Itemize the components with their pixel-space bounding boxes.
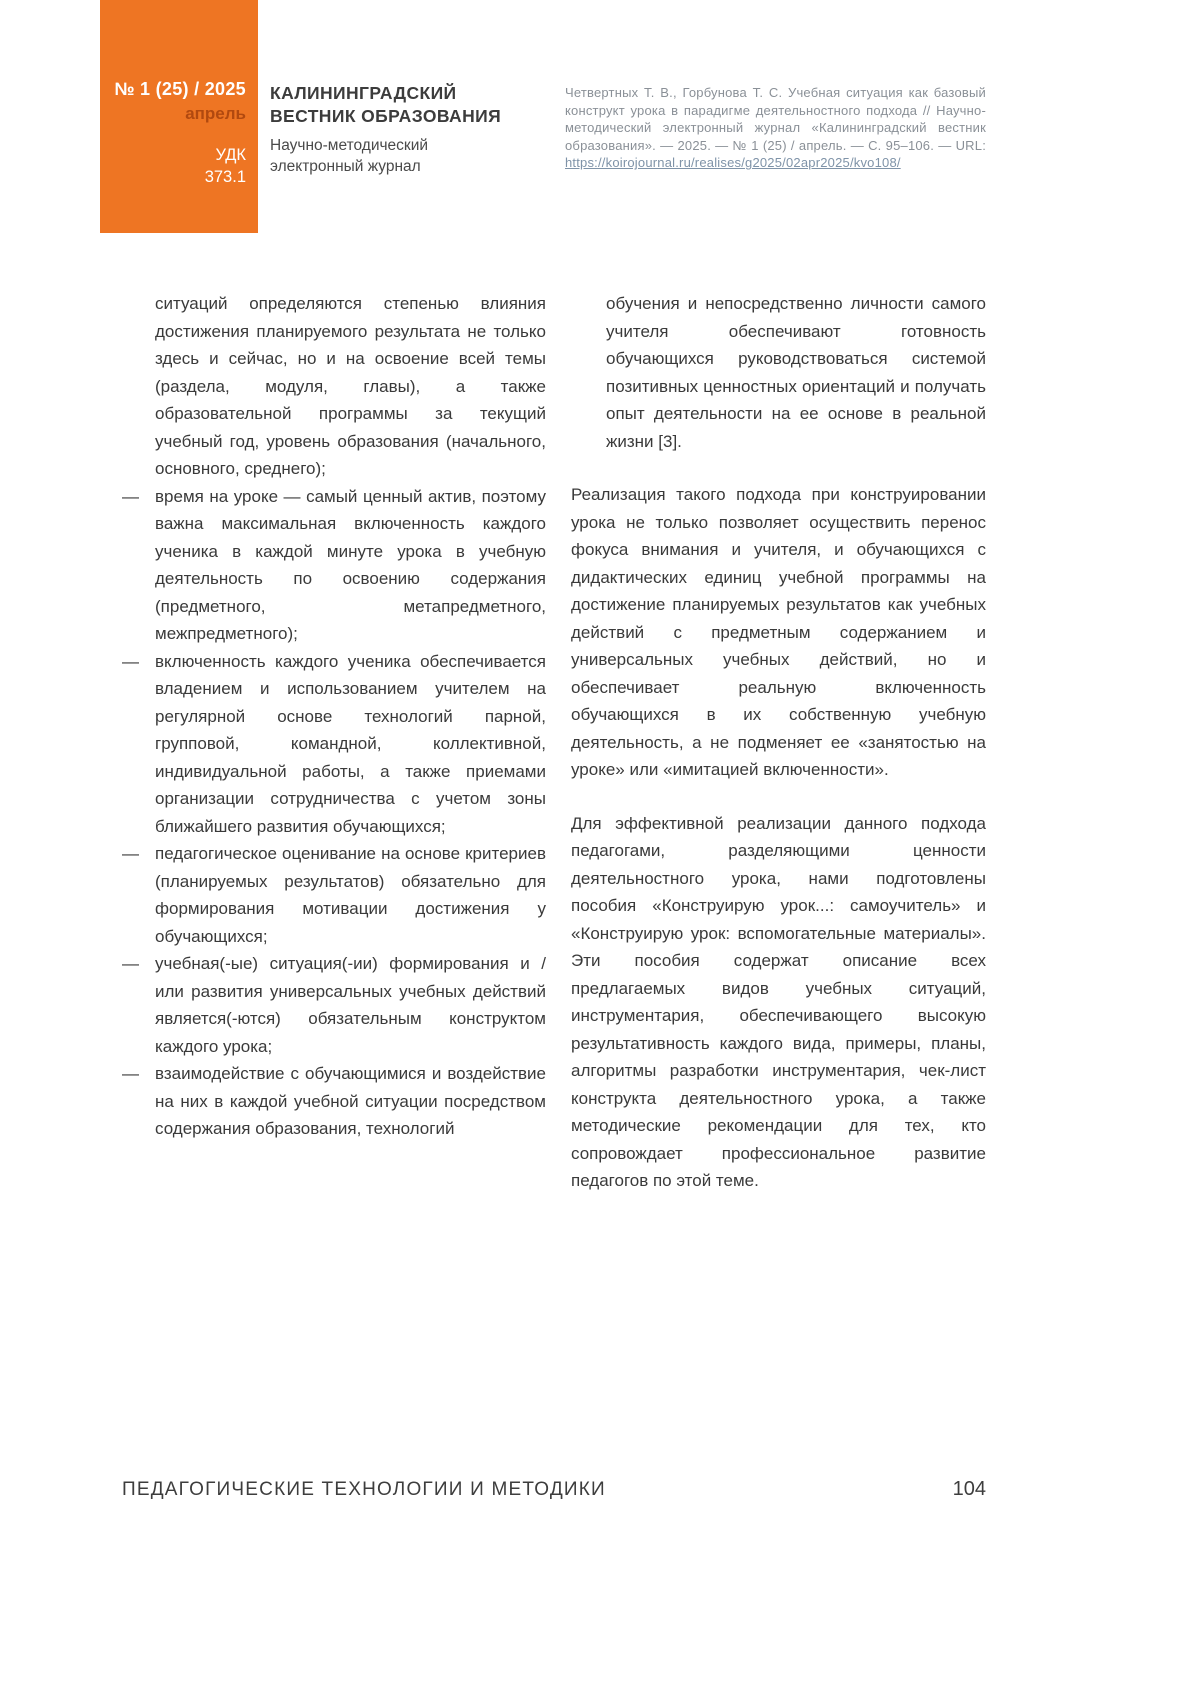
- citation-text: Четвертных Т. В., Горбунова Т. С. Учебная ситуация как базовый конструкт урока в парадигме деятельностного подхода // Научно-методический электронный журнал «Калининградский вестник образования». — 2025. — № 1 (25) / апрель. — С. 95–106. — URL:: [565, 85, 986, 153]
- list-item: [122, 1060, 546, 1143]
- issue-number: № 1 (25) / 2025: [114, 79, 246, 99]
- list-item-text: включенность каждого ученика обеспечивается владением и использованием учителем на регулярной основе технологий парной, групповой, командной, коллективной, индивидуальной работы, а также приемами организации сотрудничества с учетом зоны ближайшего развития обучающихся;: [155, 651, 546, 836]
- list-item-text: время на уроке — самый ценный актив, поэтому важна максимальная включенность каждого ученика в каждой минуте урока в учебную деятельность по освоению содержания (предметного, метапредметного, межпредметного);: [155, 486, 546, 643]
- journal-title: [270, 82, 501, 128]
- journal-subtitle: Научно-методический электронный журнал: [270, 137, 429, 175]
- list-item: [122, 950, 546, 1060]
- article-citation: [565, 84, 986, 172]
- journal-title-line1: КАЛИНИНГРАДСКИЙ: [270, 83, 457, 103]
- dash-marker: [122, 290, 155, 483]
- udk-number: 373.1: [204, 168, 246, 186]
- list-item: [122, 648, 546, 841]
- list-item-text: ситуаций определяются степенью влияния достижения планируемого результата не только здесь и сейчас, но и на освоение всей темы (раздела, модуля, главы), а также образовательной программы за текущий учебный год, уровень образования (начального, основного, среднего);: [155, 294, 546, 478]
- article-body: [122, 290, 986, 1221]
- issue-month: апрель: [185, 104, 246, 123]
- right-column: [571, 290, 986, 1221]
- paragraph: Для эффективной реализации данного подхода педагогами, разделяющими ценности деятельностного урока, нами подготовлены пособия «Конструирую урок...: самоучитель» и «Конструирую урок: вспомогательные материалы». Эти пособия содержат описание всех предлагаемых видов учебных ситуаций, инструментария, обеспечивающего высокую результативность каждого вида, примеры, планы, алгоритмы разработки инструментария, чек-лист конструкта деятельностного урока, а также методические рекомендации для тех, кто сопровождает профессиональное развитие педагогов по этой теме.: [571, 813, 986, 1190]
- left-column: [122, 290, 546, 1221]
- section-title: ПЕДАГОГИЧЕСКИЕ ТЕХНОЛОГИИ И МЕТОДИКИ: [122, 1479, 606, 1500]
- citation-url-link[interactable]: https://koirojournal.ru/realises/g2025/02apr2025/kvo108/: [565, 155, 901, 171]
- list-item: [122, 290, 546, 483]
- list-item-text: учебная(-ые) ситуация(-ии) формирования и / или развития универсальных учебных действий является(-ются) обязательным конструктом каждого урока;: [155, 954, 546, 1056]
- list-item: [122, 840, 546, 950]
- page-number: 104: [952, 1478, 986, 1500]
- paragraph: обучения и непосредственно личности самого учителя обеспечивают готовность обучающихся руководствоваться системой позитивных ценностных ориентаций и получать опыт деятельности на ее основе в реальной жизни [3].: [606, 294, 986, 451]
- dash-marker: —: [122, 651, 139, 671]
- journal-masthead: [270, 82, 501, 177]
- issue-block: [100, 0, 258, 233]
- paragraph: Реализация такого подхода при конструировании урока не только позволяет осуществить перенос фокуса внимания и учителя, и обучающихся с дидактических единиц учебной программы на достижение планируемых результатов как учебных действий с предметным содержанием и универсальных учебных действий, но и обеспечивает реальную включенность обучающихся в их собственную учебную деятельность, а не подменяет ее «занятостью на уроке» или «имитацией включенности».: [571, 485, 986, 779]
- journal-title-line2: ВЕСТНИК ОБРАЗОВАНИЯ: [270, 106, 502, 126]
- list-item-text: взаимодействие с обучающимися и воздействие на них в каждой учебной ситуации посредством содержания образования, технологий: [155, 1064, 546, 1138]
- dash-marker: —: [122, 486, 139, 506]
- dash-marker: —: [122, 1064, 139, 1083]
- dash-marker: —: [122, 954, 139, 973]
- udk-label: УДК: [215, 146, 246, 164]
- page-footer: [122, 1478, 986, 1501]
- list-item: [122, 483, 546, 648]
- dash-marker: —: [122, 844, 139, 863]
- udk-block: [110, 144, 246, 188]
- list-item-text: педагогическое оценивание на основе критериев (планируемых результатов) обязательно для формирования мотивации достижения у обучающихся;: [155, 844, 546, 946]
